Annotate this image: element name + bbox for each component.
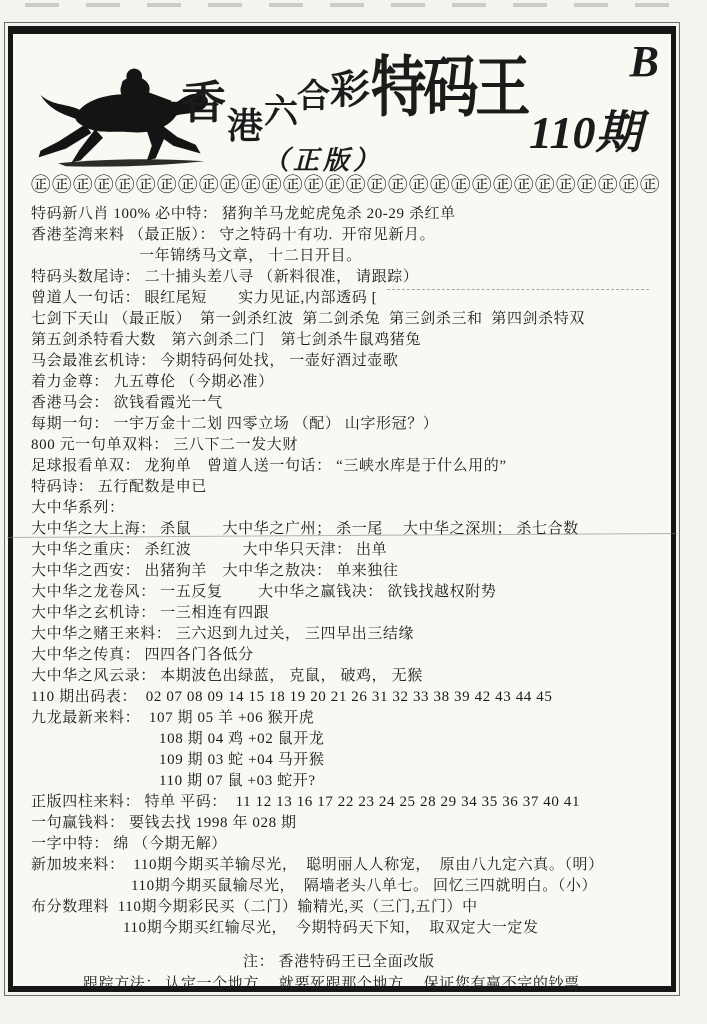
text-line: 800 元一句单双料： 三八下二一发大财 bbox=[31, 437, 299, 453]
text-line: 一句赢钱料： 要钱去找 1998 年 028 期 bbox=[31, 815, 297, 831]
text-line: 大中华之赌王来料： 三六迟到九过关， 三四早出三结缘 bbox=[31, 626, 415, 642]
masthead-title: 特码王 bbox=[371, 52, 528, 125]
issue-number: 110期 bbox=[529, 107, 642, 158]
seal-stamp-row: ㊣㊣㊣㊣㊣㊣㊣㊣㊣㊣㊣㊣㊣㊣㊣㊣㊣㊣㊣㊣㊣㊣㊣㊣㊣㊣㊣㊣㊣㊣ bbox=[31, 175, 662, 196]
tips-text-block bbox=[31, 204, 663, 939]
revision-note: 注： 香港特码王已全面改版 bbox=[243, 954, 435, 970]
text-line: 大中华之玄机诗： 一三相连有四跟 bbox=[31, 605, 270, 621]
text-line: 109 期 03 蛇 +04 马开猴 bbox=[159, 752, 325, 768]
edition-label: （正版） bbox=[263, 146, 384, 175]
text-line: 110 期 07 鼠 +03 蛇开? bbox=[159, 773, 316, 789]
masthead-char: 合 bbox=[297, 79, 330, 115]
edition-letter: B bbox=[629, 37, 659, 86]
text-line: 第五剑杀特看大数 第六剑杀二门 第七剑杀牛鼠鸡猪兔 bbox=[31, 332, 422, 348]
masthead bbox=[31, 34, 663, 175]
text-line: 新加坡来料： 110期今期买羊输尽光， 聪明丽人人称宠， 原由八九定六真。（明） bbox=[31, 857, 604, 873]
text-line: 大中华之西安： 出猪狗羊 大中华之敖决： 单来独往 bbox=[31, 563, 399, 579]
text-line: 布分数理料 110期今期彩民买（二门）输精光,买（三门,五门）中 bbox=[31, 899, 478, 915]
text-line bbox=[31, 288, 663, 309]
text-line: 110期今期买鼠输尽光， 隔墙老头八单七。 回忆三四就明白。（小） bbox=[131, 878, 598, 894]
text-line: 香港荃湾来料 （最正版）： 守之特码十有功. 开帘见新月。 bbox=[31, 227, 436, 243]
page-border-frame bbox=[8, 26, 676, 992]
text-line: 特码诗： 五行配数是申已 bbox=[31, 479, 207, 495]
masthead-char: 港 bbox=[227, 106, 264, 146]
text-line: 每期一句： 一宇万金十二划 四零立场 （配） 山字形冠？） bbox=[31, 416, 439, 432]
text-line: 七剑下天山 （最正版） 第一剑杀红波 第二剑杀兔 第三剑杀三和 第四剑杀特双 bbox=[31, 311, 585, 327]
text-line: 110期今期买红输尽光， 今期特码天下知， 取双定大一定发 bbox=[123, 920, 539, 936]
text-line: 香港马会： 欲钱看霞光一气 bbox=[31, 395, 223, 411]
masthead-char: 六 bbox=[264, 94, 298, 131]
text-line: 大中华之重庆： 杀红波 大中华只天津： 出单 bbox=[31, 542, 388, 558]
erased-text-artifact bbox=[387, 289, 649, 299]
text-line: 大中华之传真： 四四各门各低分 bbox=[31, 647, 254, 663]
text-line: 大中华之大上海： 杀鼠 大中华之广州； 杀一尾 大中华之深圳； 杀七合数 bbox=[31, 521, 579, 537]
tracking-advice: 跟踪方法： 认定一个地方， 就要死跟那个地方， 保证您有赢不完的钞票 bbox=[83, 976, 580, 992]
text-line: 110 期出码表： 02 07 08 09 14 15 18 19 20 21 26 31 32 33 38 39 42 43 44 45 bbox=[31, 689, 553, 705]
masthead-char: 香 bbox=[181, 78, 227, 128]
text-line: 特码头数尾诗： 二十捕头差八寻 （新料很准， 请跟踪） bbox=[31, 269, 419, 285]
text-line: 九龙最新来料： 107 期 05 羊 +06 猴开虎 bbox=[31, 710, 315, 726]
text-line: 大中华之风云录： 本期波色出绿蓝， 克鼠， 破鸡， 无猴 bbox=[31, 668, 423, 684]
text-line: 正版四柱来料： 特单 平码： 11 12 13 16 17 22 23 24 25 28 29 34 35 36 37 40 41 bbox=[31, 794, 581, 810]
text-line: 大中华系列： bbox=[31, 500, 125, 516]
footer-notes bbox=[31, 951, 663, 995]
text-line: 一字中特： 绵 （今期无解） bbox=[31, 836, 227, 852]
text-line: 特码新八肖 100% 必中特： 猪狗羊马龙蛇虎兔杀 20-29 杀红单 bbox=[31, 206, 456, 222]
line-text: 曾道人一句话： 眼红尾短 实力见证,内部透码 [ bbox=[31, 290, 378, 306]
scan-smudge-artifact bbox=[25, 3, 682, 7]
text-line: 马会最准玄机诗： 今期特码何处找， 一壶好酒过壶歌 bbox=[31, 353, 399, 369]
masthead-char: 彩 bbox=[330, 67, 370, 112]
text-line: 着力金尊： 九五尊伦 （今期必准） bbox=[31, 374, 274, 390]
text-line: 108 期 04 鸡 +02 鼠开龙 bbox=[159, 731, 325, 747]
text-line: 一年锦绣马文章， 十二日开目。 bbox=[139, 248, 362, 264]
text-line: 足球报看单双： 龙狗单 曾道人送一句话： “三峡水库是于什么用的” bbox=[31, 458, 507, 474]
text-line: 大中华之龙卷风： 一五反复 大中华之赢钱决： 欲钱找越权附势 bbox=[31, 584, 497, 600]
